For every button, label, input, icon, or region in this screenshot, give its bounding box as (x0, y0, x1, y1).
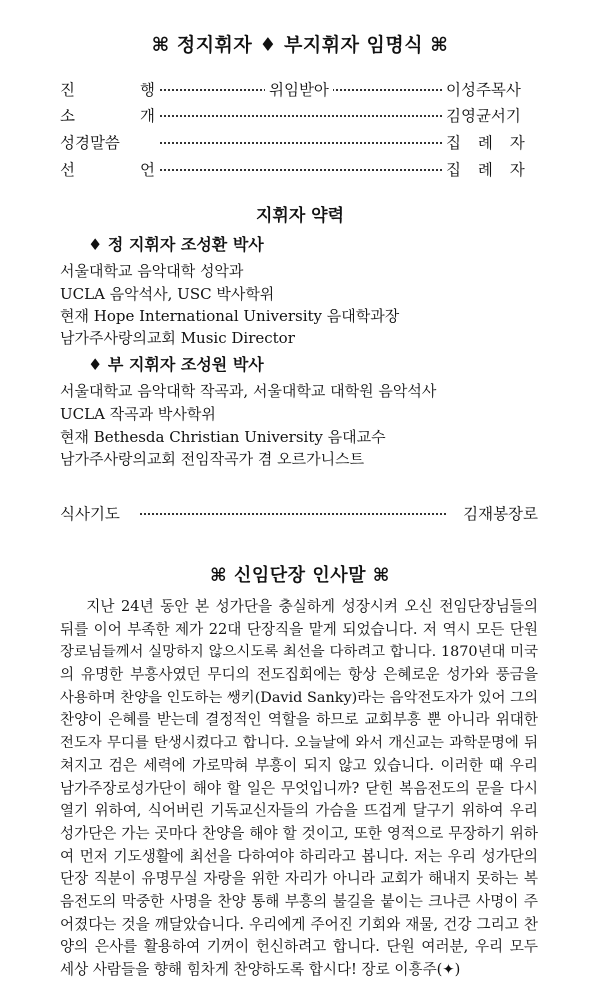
conductor-bio-line: 서울대학교 음악대학 성악과 (60, 262, 244, 280)
grace-name: 김재봉장로 (463, 505, 538, 523)
greeting-title: ⌘ 신임단장 인사말 ⌘ (210, 565, 390, 586)
conductor-bio-line: 남가주사랑의교회 Music Director (60, 329, 295, 347)
performer-name: 이성주목사 (446, 81, 521, 99)
program-row (60, 104, 538, 128)
program-mid: 위임받아 (265, 78, 333, 100)
grace-row (60, 502, 538, 526)
assistant-bio-line: 남가주사랑의교회 전임작곡가 겸 오르가니스트 (60, 450, 365, 468)
performer-name: 집 례 자 (446, 161, 525, 179)
conductor-bio-line: UCLA 음악석사, USC 박사학위 (60, 285, 275, 303)
program-performer (446, 158, 538, 180)
role-char: 진 (60, 81, 75, 99)
greeting-line: 쳐지고 검은 세력에 가로막혀 부흥이 되지 않고 있습니다. 이러한 때 우리 (60, 756, 538, 774)
leader-dots (160, 169, 442, 171)
program-role (60, 78, 155, 100)
greeting-line: 단장 직분이 유명무실 자랑을 위한 자리가 아니라 교회가 해내지 못하는 복 (60, 870, 538, 888)
program-performer (446, 104, 538, 126)
program-row (60, 131, 538, 155)
greeting-line: 양의 은사를 활용하여 기꺼이 헌신하려고 합니다. 단원 여러분, 우리 모두 (60, 938, 538, 956)
greeting-line: 장로님들께서 실망하지 않으시도록 최선을 다하려고 합니다. 1870년대 미국 (60, 644, 538, 661)
assistant-bio-line: 서울대학교 음악대학 작곡과, 서울대학교 대학원 음악석사 (60, 382, 437, 400)
assistant-heading: ♦ 부 지휘자 조성원 박사 (88, 355, 264, 374)
greeting-line: 지난 24년 동안 본 성가단을 충실하게 성장시켜 오신 전임단장님들의 (60, 598, 538, 615)
role-char: 개 (140, 107, 155, 125)
leader-dots (140, 513, 446, 515)
greeting-line: 어졌다는 것을 깨달았습니다. 우리에게 주어진 기회와 재물, 건강 그리고 찬 (60, 915, 538, 933)
assistant-bio-line: 현재 Bethesda Christian University 음대교수 (60, 428, 386, 446)
conductor-bio-line: 현재 Hope International University 음대학과장 (60, 307, 400, 325)
ceremony-title: ⌘ 정지휘자 ♦ 부지휘자 임명식 ⌘ (151, 34, 449, 56)
role-text: 성경말씀 (60, 134, 120, 152)
greeting-line: 사용하며 찬양을 인도하는 쌩키(David Sanky)라는 음악전도자가 있어 그의 (60, 689, 538, 706)
conductor-heading: ♦ 정 지휘자 조성환 박사 (88, 235, 264, 254)
greeting-line: 뒤를 이어 부족한 제가 22대 단장직을 맡게 되었습니다. 저 역시 모든 단원 (60, 620, 538, 638)
role-char: 선 (60, 161, 75, 179)
role-char: 소 (60, 107, 75, 125)
greeting-line: 성가단은 가는 곳마다 찬양을 해야 할 것이고, 또한 영적으로 무장하기 위하 (60, 824, 538, 842)
bio-title: 지휘자 약력 (255, 206, 345, 226)
greeting-line: 여 먼저 기도생활에 최선을 다하여야 하리라고 봅니다. 저는 우리 성가단의 (60, 847, 538, 865)
program-role (60, 131, 155, 153)
role-char: 언 (140, 161, 155, 179)
greeting-line: 열기 위하여, 식어버린 기독교신자들의 가슴을 뜨겁게 달구기 위하여 우리 (60, 802, 538, 820)
greeting-line: 전도자 무디를 탄생시켰다고 합니다. 오늘날에 와서 개신교는 과학문명에 뒤 (60, 735, 538, 752)
leader-dots (160, 115, 442, 117)
grace-label: 식사기도 (60, 505, 120, 523)
program-performer (446, 131, 538, 153)
program-role (60, 158, 155, 180)
program-role (60, 104, 155, 126)
leader-dots (160, 142, 442, 144)
greeting-line: 세상 사람들을 향해 힘차게 찬양하도록 합시다! 장로 이흥주(✦) (60, 961, 461, 978)
greeting-line: 음전도의 막중한 사명을 찬양 통해 부흥의 불길을 붙이는 크나큰 사명이 주 (60, 892, 538, 910)
assistant-bio-line: UCLA 작곡과 박사학위 (60, 405, 216, 423)
role-char: 행 (140, 81, 155, 99)
performer-name: 김영균서기 (446, 107, 521, 125)
greeting-line: 찬양이 은혜를 받는데 결정적인 역할을 하므로 교회부흥 뿐 아니라 위대한 (60, 711, 538, 729)
program-row (60, 158, 538, 182)
greeting-paragraph (60, 596, 538, 982)
performer-name: 집 례 자 (446, 134, 525, 152)
greeting-line: 남가주장로성가단이 해야 할 일은 무엇입니까? 닫힌 복음전도의 문을 다시 (60, 779, 538, 797)
program-performer (446, 78, 538, 100)
program-row (60, 78, 538, 102)
greeting-line: 의 유명한 부흥사였던 무디의 전도집회에는 항상 은혜로운 성가와 풍금을 (60, 666, 538, 684)
